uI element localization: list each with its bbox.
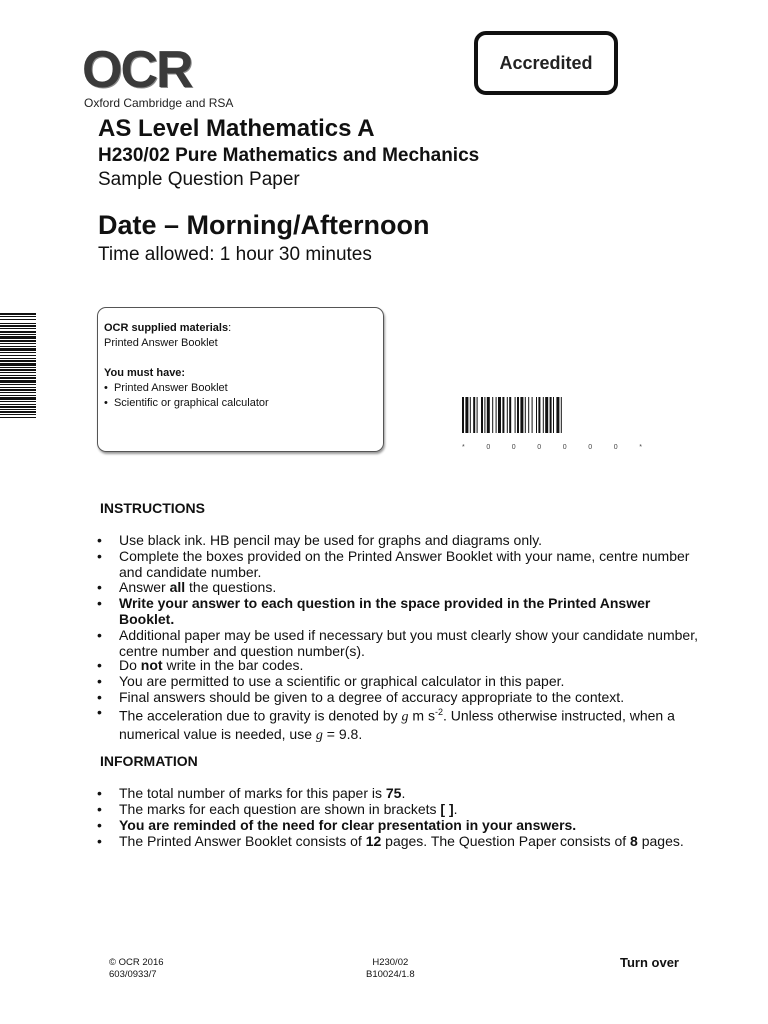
paper-type: Sample Question Paper: [98, 169, 300, 190]
must-have-item: • Printed Answer Booklet: [104, 382, 228, 394]
footer-copyright: © OCR 2016 603/0933/7: [109, 957, 164, 980]
qualification-title: AS Level Mathematics A: [98, 115, 375, 142]
barcode-digit: 0: [511, 444, 516, 451]
must-have-label: You must have:: [104, 367, 186, 379]
exam-date: Date – Morning/Afternoon: [98, 210, 430, 240]
information-heading: INFORMATION: [100, 753, 198, 769]
barcode-digit: *: [639, 444, 642, 451]
barcode-digit: *: [462, 444, 465, 451]
barcode-digit: 0: [613, 444, 618, 451]
instructions-heading: INSTRUCTIONS: [100, 500, 205, 516]
accredited-badge: Accredited: [474, 31, 618, 95]
footer-paper-code: H230/02 B10024/1.8: [366, 957, 415, 980]
supplied-materials-label: OCR supplied materials:: [104, 322, 232, 334]
must-have-item: • Scientific or graphical calculator: [104, 397, 269, 409]
barcode-icon: [462, 397, 642, 433]
time-allowed: Time allowed: 1 hour 30 minutes: [98, 244, 372, 265]
barcode-digit: 0: [588, 444, 593, 451]
barcode-digit: 0: [486, 444, 491, 451]
barcode-digits: [462, 444, 642, 454]
logo-wordmark: OCR: [82, 41, 192, 99]
supplied-material-item: Printed Answer Booklet: [104, 337, 218, 349]
side-barcode-icon: [0, 313, 36, 450]
ocr-logo: [82, 41, 252, 114]
paper-title: H230/02 Pure Mathematics and Mechanics: [98, 145, 480, 166]
barcode-digit: 0: [562, 444, 567, 451]
logo-subtitle: Oxford Cambridge and RSA: [84, 96, 234, 110]
barcode-digit: 0: [537, 444, 542, 451]
turn-over-label: Turn over: [620, 955, 679, 970]
materials-box: [97, 307, 384, 452]
